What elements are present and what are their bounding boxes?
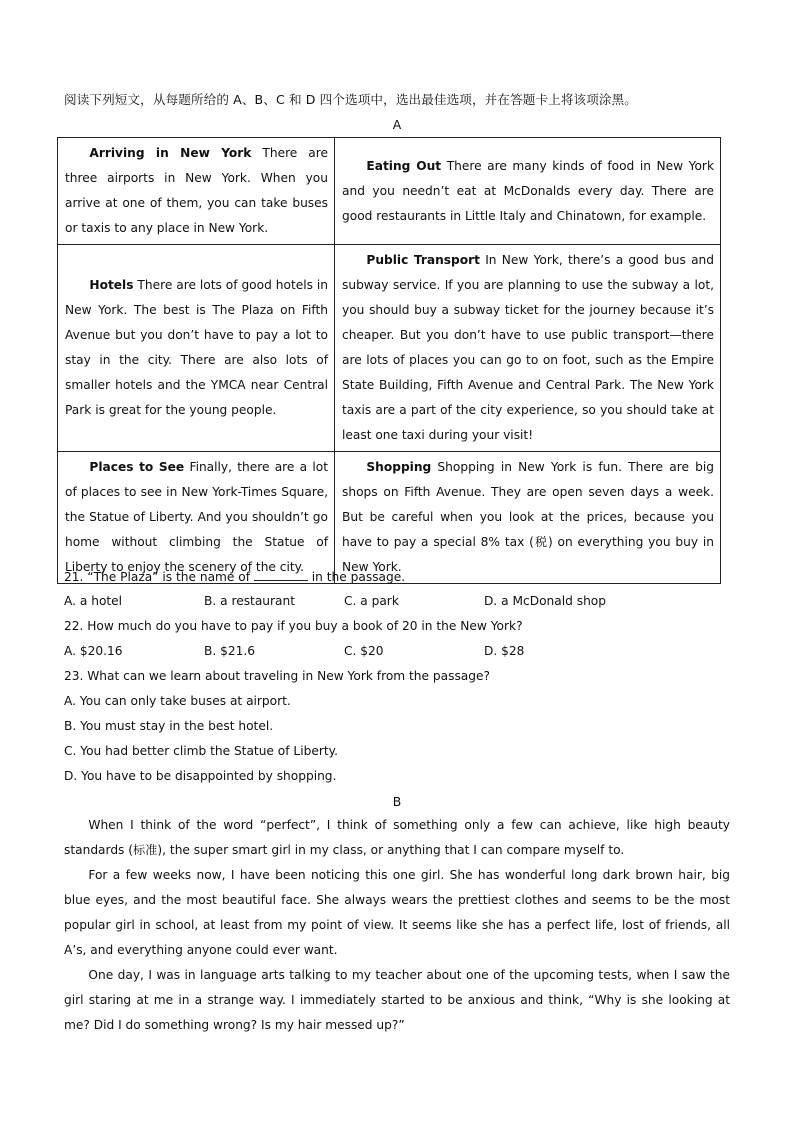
cell-title: Eating Out: [366, 158, 442, 173]
cell-arriving: [58, 138, 335, 245]
cell-places-to-see: [58, 452, 335, 584]
option-c[interactable]: C. You had better climb the Statue of Liberty.: [64, 744, 338, 758]
cell-title: Shopping: [366, 460, 432, 474]
info-table: [57, 137, 721, 584]
table-row: [58, 245, 721, 452]
answer-blank: [254, 569, 308, 581]
question-23: 23. What can we learn about traveling in New York from the passage?: [64, 669, 490, 683]
instruction-text: 阅读下列短文，从每题所给的 A、B、C 和 D 四个选项中，选出最佳选项，并在答题卡上将该项涂黑。: [64, 92, 638, 107]
cell-eating-out: [335, 138, 721, 245]
table-row: [58, 452, 721, 584]
option-c[interactable]: C. $20: [344, 644, 384, 658]
section-b-heading: B: [392, 794, 402, 809]
option-d[interactable]: D. a McDonald shop: [484, 594, 606, 608]
cell-title: Hotels: [89, 278, 134, 292]
question-22: 22. How much do you have to pay if you buy a book of 20 in the New York?: [64, 619, 523, 633]
passage-b-paragraph-3: One day, I was in language arts talking to my teacher about one of the upcoming tests, when I saw the girl staring at me in a strange way. I immediately started to be anxious and think, “Why is she looking at me? Did I do something wrong? Is my hair messed up?”: [64, 968, 730, 1032]
option-a[interactable]: A. a hotel: [64, 594, 123, 608]
option-b[interactable]: B. You must stay in the best hotel.: [64, 719, 274, 733]
cell-hotels: [58, 245, 335, 452]
cell-body: There are many kinds of food in New York and you needn’t eat at McDonalds every day. There are good restaurants in Little Italy and Chinatown, for example.: [342, 158, 715, 223]
cell-body: Finally, there are a lot of places to see in New York-Times Square, the Statue of Liberty. And you shouldn’t go home without climbing the Statue of Liberty to enjoy the scenery of the city.: [65, 460, 328, 574]
cell-title: Places to See: [89, 460, 185, 474]
option-a[interactable]: A. You can only take buses at airport.: [64, 694, 291, 708]
option-b[interactable]: B. a restaurant: [204, 594, 295, 608]
option-d[interactable]: D. You have to be disappointed by shopping.: [64, 769, 337, 783]
question-21: 21. “The Plaza” is the name of in the passage.: [64, 570, 406, 584]
cell-public-transport: [335, 245, 721, 452]
cell-body: Shopping in New York is fun. There are big shops on Fifth Avenue. They are open seven days a week. But be careful when you look at the prices, because you have to pay a special 8% tax (税) on everything you buy in New York.: [342, 460, 714, 574]
cell-title: Arriving in New York: [89, 146, 252, 160]
passage-b-paragraph-1: When I think of the word “perfect”, I think of something only a few can achieve, like high beauty standards (标准), the super smart girl in my class, or anything that I can compare myself to.: [64, 818, 730, 857]
cell-shopping: [335, 452, 721, 584]
option-a[interactable]: A. $20.16: [64, 644, 123, 658]
cell-title: Public Transport: [366, 253, 480, 267]
option-d[interactable]: D. $28: [484, 644, 525, 658]
cell-body: There are lots of good hotels in New York. The best is The Plaza on Fifth Avenue but you don’t have to pay a lot to stay in the city. There are also lots of smaller hotels and the YMCA near Central Park is great for the young people.: [65, 278, 328, 417]
section-a-heading: A: [392, 117, 402, 132]
cell-body: In New York, there’s a good bus and subway service. If you are planning to use the subway a lot, you should buy a subway ticket for the journey because it’s cheaper. But you don’t have to use public transport—there are lots of places you can go to on foot, such as the Empire State Building, Fifth Avenue and Central Park. The New York taxis are a part of the city experience, so you should take at least one taxi during your visit!: [342, 253, 714, 442]
table-row: [58, 138, 721, 245]
passage-b-paragraph-2: For a few weeks now, I have been noticing this one girl. She has wonderful long dark brown hair, big blue eyes, and the most beautiful face. She always wears the prettiest clothes and seems to be the most popular girl in school, at least from my point of view. It seems like she has a perfect life, lost of friends, all A’s, and everything anyone could ever want.: [64, 868, 730, 957]
option-c[interactable]: C. a park: [344, 594, 399, 608]
cell-body: There are three airports in New York. When you arrive at one of them, you can take buses or taxis to any place in New York.: [65, 146, 329, 235]
option-b[interactable]: B. $21.6: [204, 644, 255, 658]
